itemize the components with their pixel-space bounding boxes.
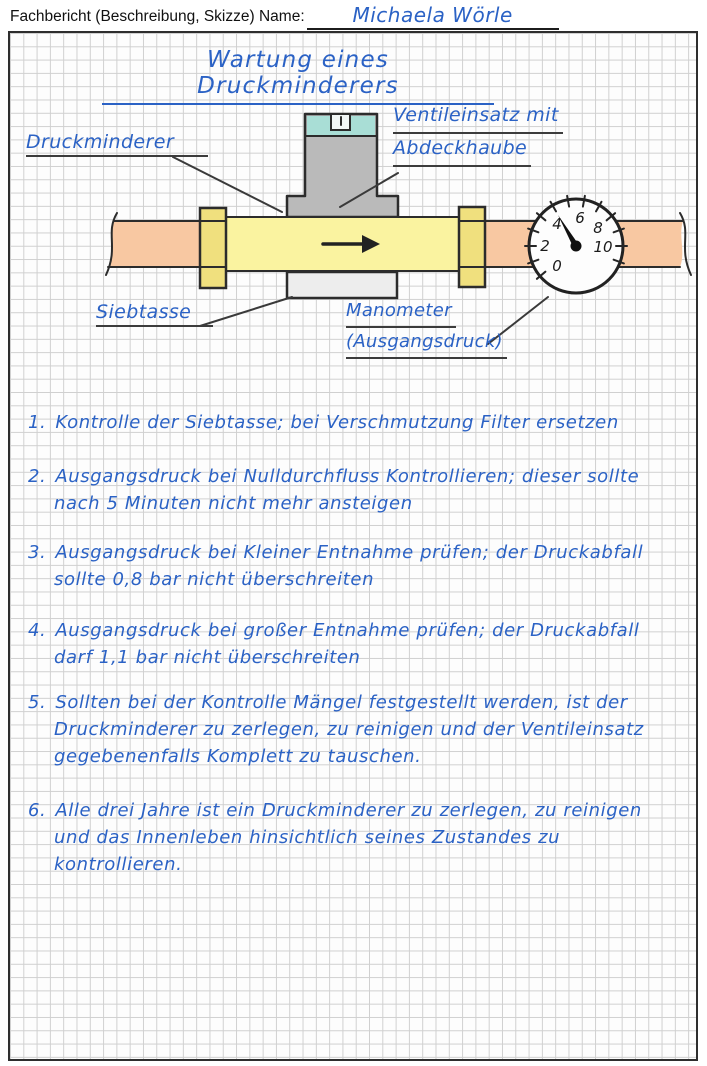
- form-header-label: Fachbericht (Beschreibung, Skizze) Name:: [10, 8, 305, 25]
- note-item-4: 4. Ausgangsdruck bei großer Entnahme prüfen; der Druckabfall darf 1,1 bar nicht überschreiten: [28, 620, 640, 668]
- student-name: Michaela Wörle: [352, 3, 513, 27]
- pressure-gauge: [525, 196, 627, 293]
- label-druckminderer: Druckminderer: [26, 131, 208, 157]
- union-nut-right: [459, 207, 485, 287]
- gauge-number: 10: [593, 238, 613, 256]
- pointer-line-druckminderer: [173, 157, 282, 212]
- sieve-cup-shape: [287, 272, 397, 298]
- label-siebtasse: Siebtasse: [96, 301, 213, 327]
- valve-cap: [287, 114, 398, 217]
- gauge-number: 8: [593, 219, 603, 237]
- note-item-1: 1. Kontrolle der Siebtasse; bei Verschmutzung Filter ersetzen: [28, 412, 619, 433]
- gauge-hub: [571, 241, 582, 252]
- gauge-number: 0: [552, 257, 562, 275]
- union-nut-left: [200, 208, 226, 288]
- sketch-title-text: Wartung eines Druckminderers: [102, 47, 494, 105]
- note-item-6: 6. Alle drei Jahre ist ein Druckminderer zu zerlegen, zu reinigen und das Innenleben hinsichtlich seines Zustandes zu kontrollieren.: [28, 800, 642, 875]
- pipe-left: [106, 213, 212, 275]
- pointer-line-siebtasse: [200, 297, 292, 326]
- note-item-5: 5. Sollten bei der Kontrolle Mängel festgestellt werden, ist der Druckminderer zu zerlegen, zu reinigen und der Ventileinsatz gegebenenfalls Komplett zu tauschen.: [28, 692, 644, 767]
- sketch-title: [102, 47, 494, 105]
- label-ventileinsatz: Ventileinsatz mit Abdeckhaube: [393, 101, 563, 167]
- label-manometer: Manometer (Ausgangsdruck): [346, 297, 507, 359]
- note-item-3: 3. Ausgangsdruck bei Kleiner Entnahme prüfen; der Druckabfall sollte 0,8 bar nicht überschreiten: [28, 542, 644, 590]
- note-item-2: 2. Ausgangsdruck bei Nulldurchfluss Kontrollieren; dieser sollte nach 5 Minuten nicht mehr ansteigen: [28, 466, 640, 514]
- gauge-number: 2: [540, 237, 550, 255]
- name-underline: [307, 3, 559, 30]
- gauge-number: 6: [575, 209, 585, 227]
- gauge-number: 4: [552, 215, 562, 233]
- graph-paper-sheet: [8, 31, 698, 1061]
- form-header: [10, 3, 559, 30]
